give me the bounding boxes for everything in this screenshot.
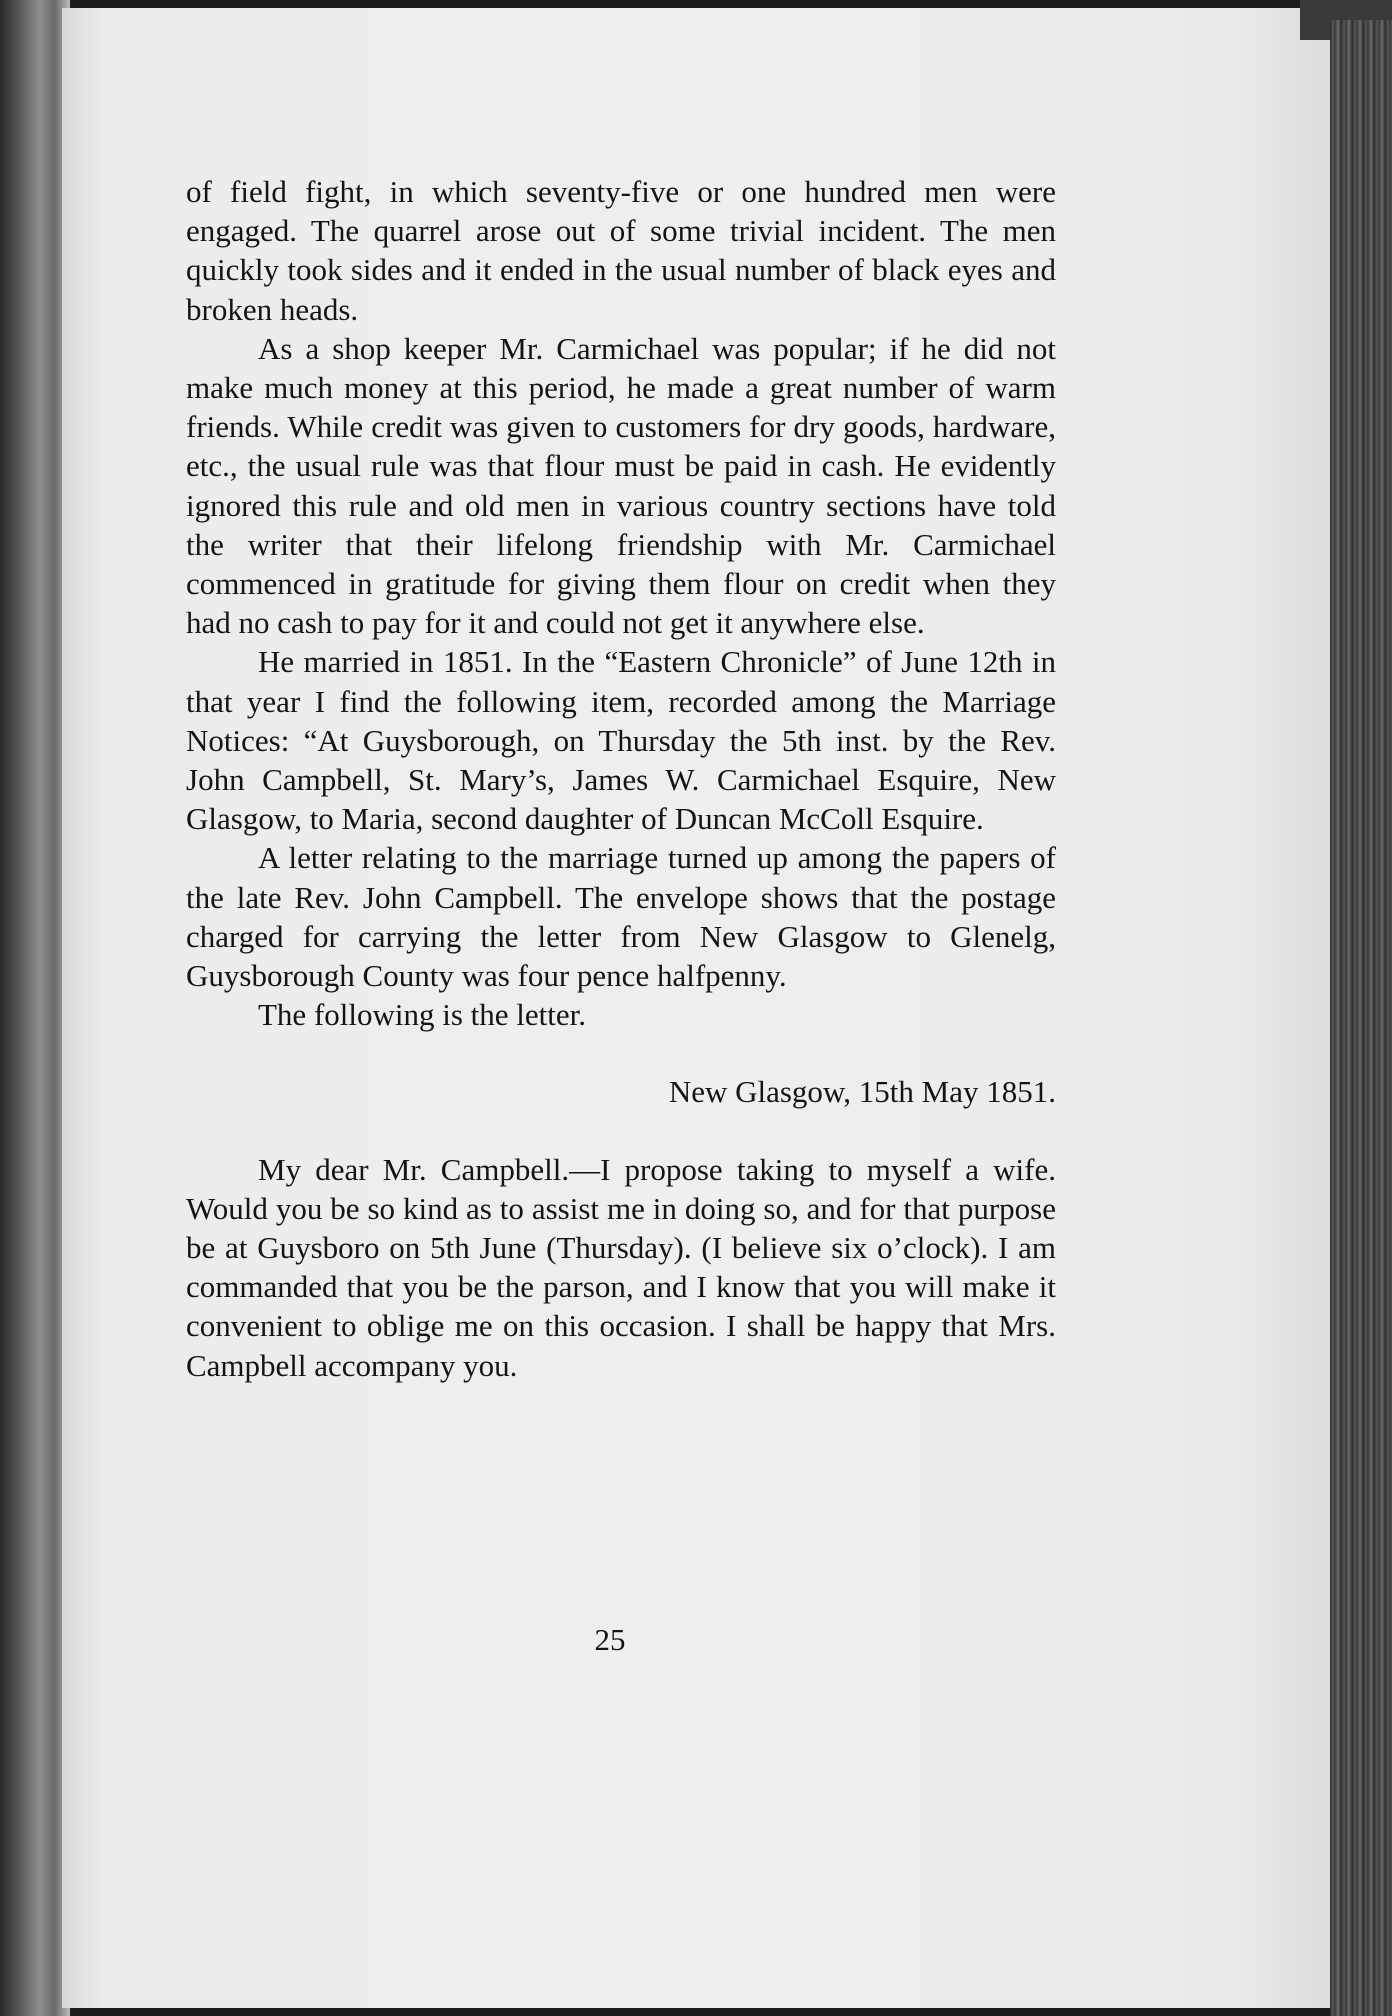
paragraph-intro-letter: The following is the letter. [258,997,587,1033]
paragraph-letter-found: A letter relating to the marriage turned up among the papers of the late Rev. John Campbell. The envelope shows that the postage charged for carrying the letter from New Glasgow to Glenelg, Guysborough County was four pence halfpenny. [186,840,1056,994]
page-number: 25 [594,1622,626,1657]
paragraph-shop-keeper: As a shop keeper Mr. Carmichael was popular; if he did not make much money at this period, he made a great number of warm friends. While credit was given to customers for dry goods, hardware, etc., the usual rule was that flour must be paid in cash. He evidently ignored this rule and old men in various country sections have told the writer that their lifelong friendship with Mr. Carmichael commenced in gratitude for giving them flour on credit when they had no cash to pay for it and could not get it anywhere else. [186,330,1056,641]
facing-page-edge [0,0,70,2016]
letter-body: My dear Mr. Campbell.—I propose taking to myself a wife. Would you be so kind as to assist me in doing so, and for that purpose be at Guysboro on 5th June (Thursday). (I believe six o’clock). I am commanded that you be the parson, and I know that you will make it convenient to oblige me on this occasion. I shall be happy that Mrs. Campbell accompany you. [186,1151,1056,1383]
paragraph-continued: of field fight, in which seventy-five or one hundred men were engaged. The quarrel arose out of some trivial incident. The men quickly took sides and it ended in the usual number of black eyes and broken heads. [186,174,1056,327]
letter-dateline: New Glasgow, 15th May 1851. [668,1074,1056,1110]
book-page-edges [1330,20,1392,2016]
paragraph-marriage: He married in 1851. In the “Eastern Chronicle” of June 12th in that year I find the following item, recorded among the Marriage Notices: “At Guysborough, on Thursday the 5th inst. by the Rev. John Campbell, St. Mary’s, James W. Carmichael Esquire, New Glasgow, to Maria, second daughter of Duncan McColl Esquire. [186,644,1056,837]
body-text [186,172,1056,1385]
